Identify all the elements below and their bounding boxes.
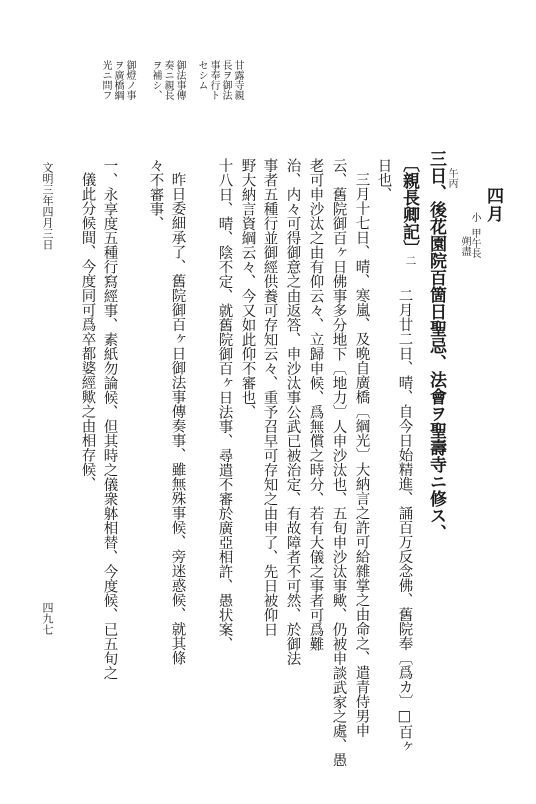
- text-column-6: 治、内々可得御意之由返答、申沙汰事公武已被治定、有故障者不可然、於御法: [284, 158, 301, 666]
- side-note-a-1: 甘露寺親: [232, 60, 243, 100]
- text-column-7: 事者五種行並御經供養可存知云々、重予召早可存知之由申了、先日被仰日: [261, 158, 278, 637]
- text-column-5: 老可申沙汰之由有仰云々、立歸申候、爲無償之時分、若有大儀之事者可爲難: [307, 158, 324, 651]
- entry-heading-note: 午丙: [446, 168, 457, 188]
- text-column-1: 二月廿二日、晴、自今日始精進、誦百万反念佛、舊院奉〔爲カ〕□百ヶ: [396, 288, 413, 754]
- side-note-b-6: 光ニ問フ: [100, 60, 111, 100]
- month-sub-2: 甲午長: [469, 228, 480, 258]
- side-note-a-2: 長ヲ御法: [220, 60, 231, 100]
- text-column-10: 昨日委細承了、舊院御百ヶ日御法事傳奏事、雖無殊事候、旁迷惑候、就其條: [169, 172, 186, 665]
- source-volume: 二: [404, 255, 417, 266]
- text-column-2: 日也、: [375, 158, 392, 202]
- month-sub-3: 朔盡: [459, 236, 470, 256]
- text-column-12: 一、永享度五種行寫經事、素紙勿論候、但其時之儀衆躰相替、今度候、已五旬之: [101, 158, 118, 680]
- side-note-b-1: 御法事傳: [174, 60, 185, 100]
- month-header: 四月: [483, 187, 503, 223]
- text-column-4: 云、舊院御百ヶ日佛事多分地下〔地力〕人申沙汰也、五旬申沙汰事歟、仍被申談武家之處、愚: [330, 158, 347, 767]
- text-column-9: 十八日、晴、陰不定、就舊院御百ヶ日法事、尋遣不審於廣亞相許、愚状案、: [216, 158, 233, 651]
- side-note-a-4: セシム: [196, 60, 207, 90]
- side-note-b-4: 御燈ノ事: [124, 60, 135, 100]
- side-note-b-3: ヲ補シ、: [150, 60, 161, 100]
- side-note-b-2: 奏ニ親長: [162, 60, 173, 100]
- text-column-11: 々不審事、: [147, 158, 164, 231]
- entry-heading-line1: 三日、後花園院百箇日聖忌、法會ヲ聖壽寺ニ修ス、: [426, 150, 446, 541]
- text-column-3: 三月十七日、晴、寒嵐、及晩自廣橋〔綱光〕大納言之許可給雜掌之由命之、遣青侍男申: [353, 172, 370, 738]
- date-line: 文明三年四月三日: [41, 162, 54, 250]
- side-note-b-5: ヲ廣橋綱: [112, 60, 123, 100]
- source-title: 〔親長卿記〕: [399, 155, 419, 257]
- side-note-a-3: 事奉行ト: [208, 60, 219, 100]
- text-column-8: 野大納言資綱云々、今又如此仰不審也、: [239, 158, 256, 419]
- month-sub-1: 小: [469, 212, 480, 222]
- text-column-13: 儀此分候間、今度同可爲卒都婆經歟之由相存候、: [79, 172, 96, 491]
- page-number: 四九七: [41, 602, 54, 635]
